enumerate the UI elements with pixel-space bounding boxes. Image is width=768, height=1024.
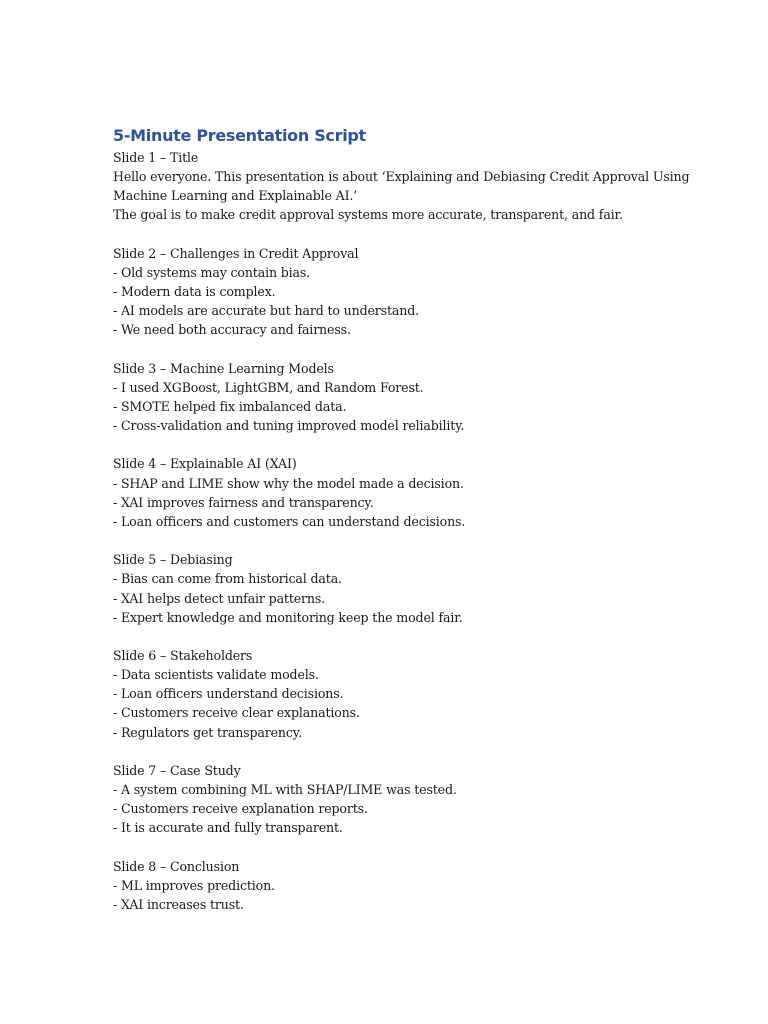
page-title: 5-Minute Presentation Script (113, 126, 366, 145)
section-heading: Slide 5 – Debiasing (113, 552, 233, 568)
paragraph-line: The goal is to make credit approval systems more accurate, transparent, and fair. (113, 207, 623, 223)
section-slide-4 (113, 454, 713, 531)
section-heading: Slide 2 – Challenges in Credit Approval (113, 245, 359, 261)
bullet-line: - Data scientists validate models. (113, 667, 319, 683)
bullet-line: - Expert knowledge and monitoring keep the model fair. (113, 609, 463, 625)
bullet-line: - Bias can come from historical data. (113, 571, 342, 587)
section-slide-1 (113, 148, 713, 225)
section-heading: Slide 4 – Explainable AI (XAI) (113, 456, 297, 472)
bullet-line: - Customers receive clear explanations. (113, 705, 360, 721)
section-slide-8 (113, 857, 713, 914)
bullet-line: - Old systems may contain bias. (113, 264, 311, 280)
section-heading: Slide 1 – Title (113, 150, 199, 165)
bullet-line: - I used XGBoost, LightGBM, and Random Forest. (113, 379, 424, 395)
section-heading: Slide 8 – Conclusion (113, 858, 240, 874)
bullet-line: - XAI helps detect unfair patterns. (113, 590, 326, 606)
section-heading: Slide 7 – Case Study (113, 762, 241, 778)
section-slide-2 (113, 244, 713, 340)
bullet-line: - XAI increases trust. (113, 896, 244, 912)
bullet-line: - Cross-validation and tuning improved model reliability. (113, 418, 465, 434)
section-slide-7 (113, 761, 713, 838)
bullet-line: - Modern data is complex. (113, 284, 276, 300)
paragraph-line: Hello everyone. This presentation is about ‘Explaining and Debiasing Credit Approval Using (113, 169, 690, 185)
paragraph-line: Machine Learning and Explainable AI.’ (113, 188, 358, 204)
bullet-line: - SMOTE helped fix imbalanced data. (113, 399, 347, 414)
bullet-line: - A system combining ML with SHAP/LIME was tested. (113, 782, 457, 798)
section-slide-3 (113, 359, 713, 436)
bullet-line: - AI models are accurate but hard to understand. (113, 303, 419, 319)
bullet-line: - Loan officers and customers can understand decisions. (113, 513, 466, 529)
section-slide-6 (113, 646, 713, 742)
section-slide-5 (113, 550, 713, 627)
bullet-line: - SHAP and LIME show why the model made a decision. (113, 475, 464, 491)
bullet-line: - Loan officers understand decisions. (113, 686, 344, 702)
bullet-line: - We need both accuracy and fairness. (113, 322, 351, 338)
section-heading: Slide 3 – Machine Learning Models (113, 360, 334, 376)
document-body (113, 125, 713, 933)
section-heading: Slide 6 – Stakeholders (113, 647, 253, 663)
bullet-line: - Regulators get transparency. (113, 724, 302, 740)
bullet-line: - Customers receive explanation reports. (113, 801, 368, 817)
bullet-line: - ML improves prediction. (113, 877, 275, 893)
bullet-line: - XAI improves fairness and transparency. (113, 494, 374, 510)
bullet-line: - It is accurate and fully transparent. (113, 820, 343, 836)
